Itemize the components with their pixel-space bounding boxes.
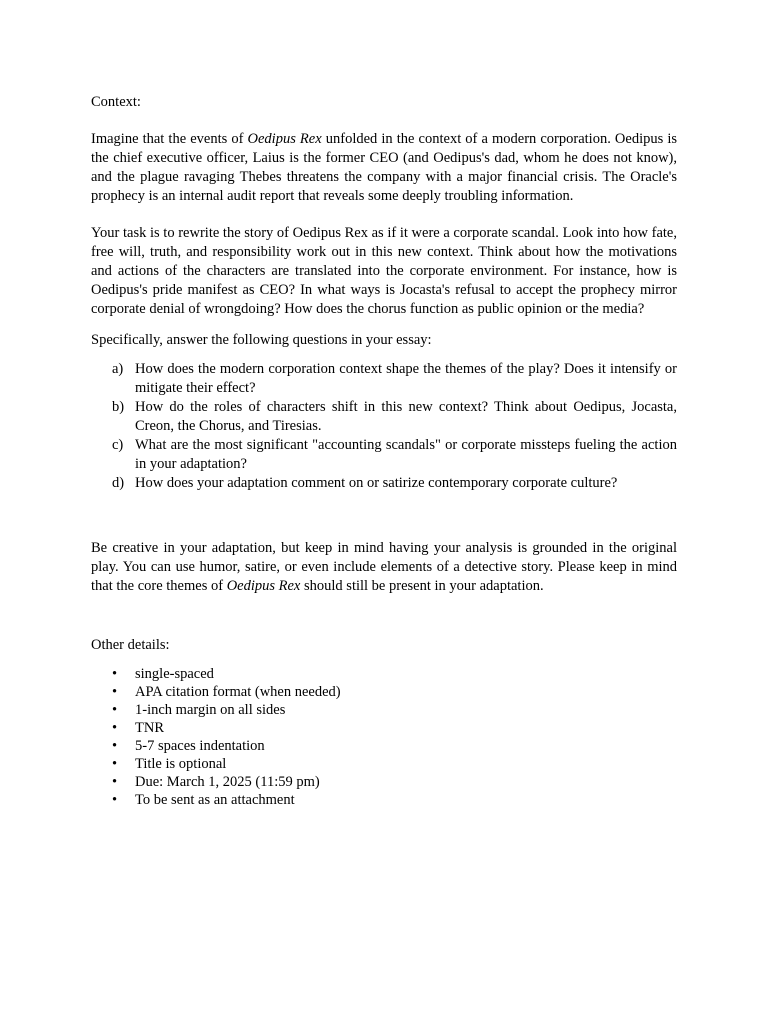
bullet-icon: • — [112, 756, 118, 772]
intro-paragraph — [91, 130, 677, 206]
task-paragraph: Your task is to rewrite the story of Oedipus Rex as if it were a corporate scandal. Look into how fate, free will, truth, and responsibility work out in this new context. Think about how the motivations and actions of the characters are translated into the corporate environment. For instance, how is Oedipus's pride manifest as CEO? In what ways is Jocasta's refusal to accept the prophecy mirror corporate denial of wrongdoing? How does the chorus function as public opinion or the media? — [91, 225, 677, 317]
context-heading: Context: — [91, 94, 141, 110]
detail-item — [91, 683, 677, 701]
detail-item — [91, 719, 677, 737]
question-text: How does your adaptation comment on or satirize contemporary corporate culture? — [135, 475, 618, 491]
detail-text: Title is optional — [135, 756, 227, 772]
detail-item — [91, 665, 677, 683]
detail-text: single-spaced — [135, 666, 214, 682]
play-title: Oedipus Rex — [247, 131, 322, 147]
detail-item — [91, 791, 677, 809]
question-item — [91, 436, 677, 474]
bullet-icon: • — [112, 702, 118, 718]
bullet-icon: • — [112, 720, 118, 736]
bullet-icon: • — [112, 792, 118, 808]
creativity-paragraph — [91, 539, 677, 596]
questions-list — [91, 360, 677, 493]
detail-text: APA citation format (when needed) — [135, 684, 341, 700]
detail-text: TNR — [135, 720, 164, 736]
question-marker: b) — [112, 399, 125, 415]
question-marker: d) — [112, 475, 125, 491]
detail-item — [91, 701, 677, 719]
bullet-icon: • — [112, 774, 118, 790]
creativity-text-start: Be creative in your adaptation, but keep in mind having your analysis is grounded in the original play. You can use humor, satire, or even include elements of a detective story. Please keep in mind that the core themes of — [91, 540, 677, 594]
question-item — [91, 398, 677, 436]
bullet-icon: • — [112, 684, 118, 700]
detail-text: Due: March 1, 2025 (11:59 pm) — [135, 774, 320, 790]
details-heading: Other details: — [91, 637, 170, 653]
bullet-icon: • — [112, 738, 118, 754]
questions-intro: Specifically, answer the following questions in your essay: — [91, 332, 432, 348]
question-text: How do the roles of characters shift in this new context? Think about Oedipus, Jocasta, Creon, the Chorus, and Tiresias. — [135, 399, 677, 434]
creativity-text-end: should still be present in your adaptation. — [300, 578, 544, 594]
question-item — [91, 360, 677, 398]
detail-item — [91, 755, 677, 773]
question-text: How does the modern corporation context shape the themes of the play? Does it intensify or mitigate their effect? — [135, 361, 677, 396]
intro-text-end: unfolded in the context of a modern corporation. Oedipus is the chief executive officer, Laius is the former CEO (and Oedipus's dad, whom he does not know), and the plague ravaging Thebes threatens the company with a major financial crisis. The Oracle's prophecy is an internal audit report that reveals some deeply troubling information. — [91, 131, 678, 204]
detail-text: To be sent as an attachment — [135, 792, 295, 808]
play-title: Oedipus Rex — [226, 578, 301, 594]
question-marker: c) — [112, 437, 124, 453]
detail-text: 1-inch margin on all sides — [135, 702, 286, 718]
intro-text-start: Imagine that the events of — [91, 131, 248, 147]
detail-item — [91, 737, 677, 755]
detail-item — [91, 773, 677, 791]
question-text: What are the most significant "accounting scandals" or corporate missteps fueling the action in your adaptation? — [135, 437, 677, 472]
question-marker: a) — [112, 361, 124, 377]
document-page — [91, 93, 677, 809]
details-list — [91, 665, 677, 809]
question-item — [91, 474, 677, 493]
detail-text: 5-7 spaces indentation — [135, 738, 265, 754]
bullet-icon: • — [112, 666, 118, 682]
